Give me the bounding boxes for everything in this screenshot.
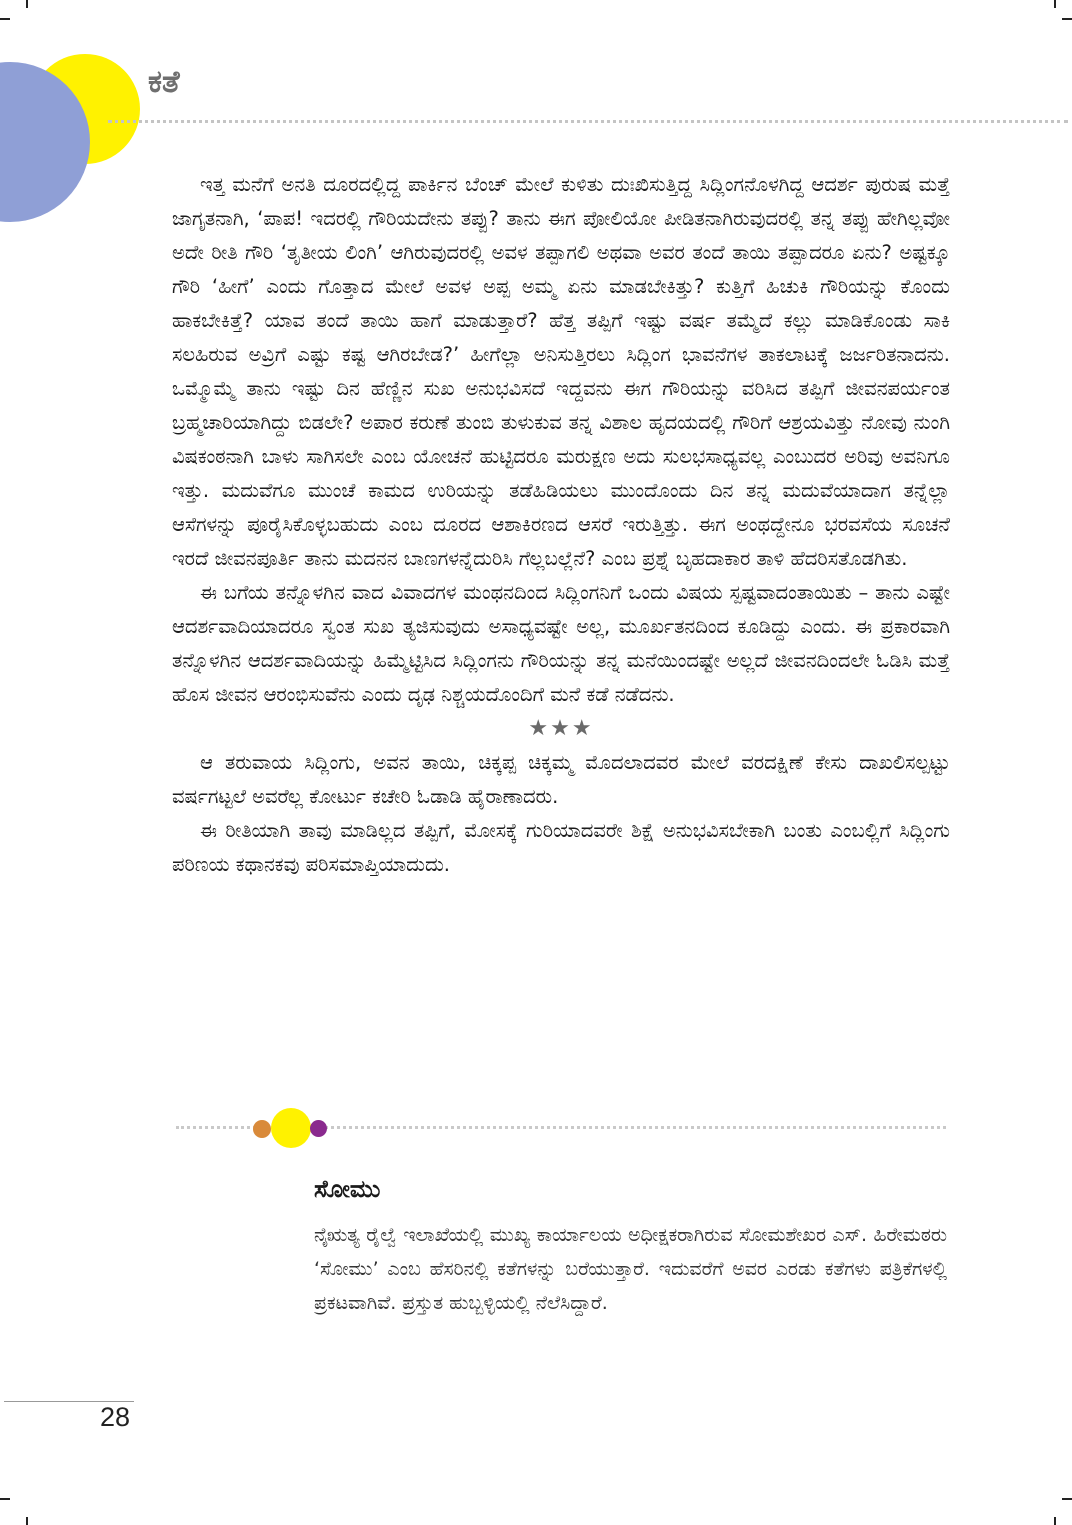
crop-mark-bottom-right bbox=[1062, 1498, 1072, 1500]
section-title: ಕತೆ bbox=[148, 64, 180, 100]
story-paragraph: ಈ ರೀತಿಯಾಗಿ ತಾವು ಮಾಡಿಲ್ಲದ ತಪ್ಪಿಗೆ, ಮೋಸಕ್ಕೆ ಗುರಿಯಾದವರೇ ಶಿಕ್ಷೆ ಅನುಭವಿಸಬೇಕಾಗಿ ಬಂತು ಎಂಬಲ್ಲಿಗೆ ಸಿದ್ಲಿಂಗು ಪರಿಣಯ ಕಥಾನಕವು ಪರಿಸಮಾಪ್ತಿಯಾದುದು. bbox=[172, 819, 950, 876]
crop-mark-top-left-vertical bbox=[26, 0, 28, 8]
header-dotted-rule bbox=[108, 120, 1068, 123]
story-paragraph: ಇತ್ತ ಮನೆಗೆ ಅನತಿ ದೂರದಲ್ಲಿದ್ದ ಪಾರ್ಕಿನ ಬೆಂಚ್ ಮೇಲೆ ಕುಳಿತು ದುಃಖಿಸುತ್ತಿದ್ದ ಸಿದ್ಲಿಂಗನೊಳಗಿದ್ದ ಆದರ್ಶ ಪುರುಷ ಮತ್ತೆ ಜಾಗೃತನಾಗಿ, ‘ಪಾಪ! ಇದರಲ್ಲಿ ಗೌರಿಯದೇನು ತಪ್ಪು? ತಾನು ಈಗ ಪೋಲಿಯೋ ಪೀಡಿತನಾಗಿರುವುದರಲ್ಲಿ ತನ್ನ ತಪ್ಪು ಹೇಗಿಲ್ಲವೋ ಅದೇ ರೀತಿ ಗೌರಿ ‘ತೃತೀಯ ಲಿಂಗಿ’ ಆಗಿರುವುದರಲ್ಲಿ ಅವಳ ತಪ್ಪಾಗಲಿ ಅಥವಾ ಅವರ ತಂದೆ ತಾಯಿ ತಪ್ಪಾದರೂ ಏನು? ಅಷ್ಟಕ್ಕೂ ಗೌರಿ ‘ಹೀಗೆ’ ಎಂದು ಗೊತ್ತಾದ ಮೇಲೆ ಅವಳ ಅಪ್ಪ ಅಮ್ಮ ಏನು ಮಾಡಬೇಕಿತ್ತು? ಕುತ್ತಿಗೆ ಹಿಚುಕಿ ಗೌರಿಯನ್ನು ಕೊಂದು ಹಾಕಬೇಕಿತ್ತೆ? ಯಾವ ತಂದೆ ತಾಯಿ ಹಾಗೆ ಮಾಡುತ್ತಾರೆ? ಹೆತ್ತ ತಪ್ಪಿಗೆ ಇಷ್ಟು ವರ್ಷ ತಮ್ಮೆದೆ ಕಲ್ಲು ಮಾಡಿಕೊಂಡು ಸಾಕಿ ಸಲಹಿರುವ ಅವ್ರಿಗೆ ಎಷ್ಟು ಕಷ್ಟ ಆಗಿರಬೇಡ?’ ಹೀಗೆಲ್ಲಾ ಅನಿಸುತ್ತಿರಲು ಸಿದ್ಲಿಂಗ ಭಾವನೆಗಳ ತಾಕಲಾಟಕ್ಕೆ ಜರ್ಜರಿತನಾದನು. ಒಮ್ಮೊಮ್ಮೆ ತಾನು ಇಷ್ಟು ದಿನ ಹೆಣ್ಣಿನ ಸುಖ ಅನುಭವಿಸದೆ ಇದ್ದವನು ಈಗ ಗೌರಿಯನ್ನು ವರಿಸಿದ ತಪ್ಪಿಗೆ ಜೀವನಪರ್ಯಂತ ಬ್ರಹ್ಮಚಾರಿಯಾಗಿದ್ದು ಬಿಡಲೇ? ಅಪಾರ ಕರುಣೆ ತುಂಬಿ ತುಳುಕುವ ತನ್ನ ವಿಶಾಲ ಹೃದಯದಲ್ಲಿ ಗೌರಿಗೆ ಆಶ್ರಯವಿತ್ತು ನೋವು ನುಂಗಿ ವಿಷಕಂಠನಾಗಿ ಬಾಳು ಸಾಗಿಸಲೇ ಎಂಬ ಯೋಚನೆ ಹುಟ್ಟಿದರೂ ಮರುಕ್ಷಣ ಅದು ಸುಲಭಸಾಧ್ಯವಲ್ಲ ಎಂಬುದರ ಅರಿವು ಅವನಿಗೂ ಇತ್ತು. ಮದುವೆಗೂ ಮುಂಚೆ ಕಾಮದ ಉರಿಯನ್ನು ತಡೆಹಿಡಿಯಲು ಮುಂದೊಂದು ದಿನ ತನ್ನ ಮದುವೆಯಾದಾಗ ತನ್ನೆಲ್ಲಾ ಆಸೆಗಳನ್ನು ಪೂರೈಸಿಕೊಳ್ಳಬಹುದು ಎಂಬ ದೂರದ ಆಶಾಕಿರಣದ ಆಸರೆ ಇರುತ್ತಿತ್ತು. ಈಗ ಅಂಥದ್ದೇನೂ ಭರವಸೆಯ ಸೂಚನೆ ಇರದೆ ಜೀವನಪೂರ್ತಿ ತಾನು ಮದನನ ಬಾಣಗಳನ್ನೆದುರಿಸಿ ಗೆಲ್ಲಬಲ್ಲೆನೆ? ಎಂಬ ಪ್ರಶ್ನೆ ಬೃಹದಾಕಾರ ತಾಳಿ ಹೆದರಿಸತೊಡಗಿತು. bbox=[172, 173, 950, 570]
crop-mark-top-right bbox=[1062, 18, 1072, 20]
story-paragraph: ಈ ಬಗೆಯ ತನ್ನೊಳಗಿನ ವಾದ ವಿವಾದಗಳ ಮಂಥನದಿಂದ ಸಿದ್ಲಿಂಗನಿಗೆ ಒಂದು ವಿಷಯ ಸ್ಪಷ್ಟವಾದಂತಾಯಿತು – ತಾನು ಎಷ್ಟೇ ಆದರ್ಶವಾದಿಯಾದರೂ ಸ್ವಂತ ಸುಖ ತ್ಯಜಿಸುವುದು ಅಸಾಧ್ಯವಷ್ಟೇ ಅಲ್ಲ, ಮೂರ್ಖತನದಿಂದ ಕೂಡಿದ್ದು ಎಂದು. ಈ ಪ್ರಕಾರವಾಗಿ ತನ್ನೊಳಗಿನ ಆದರ್ಶವಾದಿಯನ್ನು ಹಿಮ್ಮೆಟ್ಟಿಸಿದ ಸಿದ್ಲಿಂಗನು ಗೌರಿಯನ್ನು ತನ್ನ ಮನೆಯಿಂದಷ್ಟೇ ಅಲ್ಲದೆ ಜೀವನದಿಂದಲೇ ಓಡಿಸಿ ಮತ್ತೆ ಹೊಸ ಜೀವನ ಆರಂಭಿಸುವೆನು ಎಂದು ದೃಢ ನಿಶ್ಚಯದೊಂದಿಗೆ ಮನೆ ಕಡೆ ನಡೆದನು. bbox=[172, 581, 950, 706]
author-bio: ನೈಋತ್ಯ ರೈಲ್ವೆ ಇಲಾಖೆಯಲ್ಲಿ ಮುಖ್ಯ ಕಾರ್ಯಾಲಯ ಅಧೀಕ್ಷಕರಾಗಿರುವ ಸೋಮಶೇಖರ ಎಸ್. ಹಿರೇಮಠರು ‘ಸೋಮು’ ಎಂಬ ಹೆಸರಿನಲ್ಲಿ ಕತೆಗಳನ್ನು ಬರೆಯುತ್ತಾರೆ. ಇದುವರೆಗೆ ಅವರ ಎರಡು ಕತೆಗಳು ಪತ್ರಿಕೆಗಳಲ್ಲಿ ಪ್ರಕಟವಾಗಿವೆ. ಪ್ರಸ್ತುತ ಹುಬ್ಬಳ್ಳಿಯಲ್ಲಿ ನೆಲೆಸಿದ್ದಾರೆ. bbox=[314, 1224, 947, 1314]
section-separator: ★★★ bbox=[528, 716, 594, 741]
purple-dot-decoration bbox=[310, 1120, 327, 1137]
crop-mark-bottom-right-vertical bbox=[1054, 1517, 1056, 1525]
crop-mark-bottom-left-vertical bbox=[26, 1517, 28, 1525]
orange-dot-decoration bbox=[253, 1120, 271, 1138]
author-name: ಸೋಮು bbox=[314, 1175, 381, 1203]
yellow-dot-decoration bbox=[271, 1108, 311, 1148]
story-paragraph: ಆ ತರುವಾಯ ಸಿದ್ಲಿಂಗು, ಅವನ ತಾಯಿ, ಚಿಕ್ಕಪ್ಪ ಚಿಕ್ಕಮ್ಮ ಮೊದಲಾದವರ ಮೇಲೆ ವರದಕ್ಷಿಣೆ ಕೇಸು ದಾಖಲಿಸಲ್ಪಟ್ಟು ವರ್ಷಗಟ್ಟಲೆ ಅವರೆಲ್ಲ ಕೋರ್ಟು ಕಚೇರಿ ಓಡಾಡಿ ಹೈರಾಣಾದರು. bbox=[172, 751, 951, 808]
crop-mark-bottom-left bbox=[0, 1498, 10, 1500]
crop-mark-top-right-vertical bbox=[1054, 0, 1056, 8]
page-number: 28 bbox=[100, 1402, 131, 1432]
crop-mark-top-left bbox=[0, 18, 10, 20]
story-body bbox=[172, 168, 950, 882]
